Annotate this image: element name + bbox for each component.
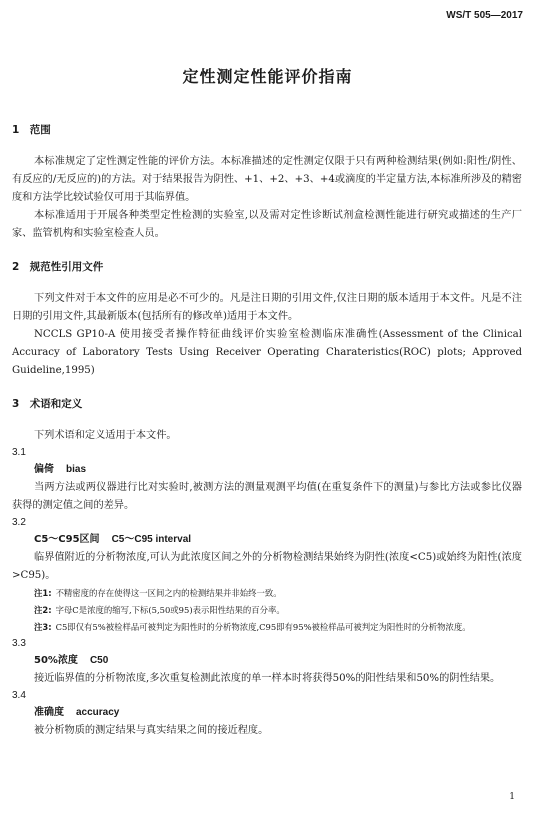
references-paragraph: 下列文件对于本文件的应用是必不可少的。凡是注日期的引用文件,仅注日期的版本适用于本文件。凡是不注日期的引用文件,其最新版本(包括所有的修改单)适用于本文件。 (12, 293, 522, 322)
term-zh: 偏倚 (34, 464, 54, 475)
term-title (12, 461, 522, 479)
document-title: 定性测定性能评价指南 (182, 67, 353, 86)
note-text: 不精密度的存在使得这一区间之内的检测结果并非始终一致。 (55, 588, 282, 598)
page-number: 1 (509, 792, 515, 802)
term-en: bias (66, 464, 87, 475)
term-zh: C5～C95区间 (34, 534, 100, 545)
terms-intro: 下列术语和定义适用于本文件。 (34, 430, 177, 441)
note-text: C5即仅有5%被检样品可被判定为阳性时的分析物浓度,C95即有95%被检样品可被判定为阳性时的分析物浓度。 (55, 622, 471, 632)
term-note (12, 585, 522, 602)
term-title (12, 652, 522, 670)
term-number: 3.1 (12, 447, 26, 458)
scope-paragraph: 本标准适用于开展各种类型定性检测的实验室,以及需对定性诊断试剂盒检测性能进行研究或描述的生产厂家、监管机构和实验室检查人员。 (12, 210, 522, 239)
term-en: C5～C95 interval (111, 534, 192, 545)
term-note (12, 602, 522, 619)
term-title (12, 704, 522, 722)
note-label: 注1: (34, 588, 52, 598)
section-heading-terms: 3 术语和定义 (12, 398, 83, 410)
term-en: C50 (89, 655, 109, 666)
note-text: 字母C是浓度的缩写,下标(5,50或95)表示阳性结果的百分率。 (55, 605, 285, 615)
standard-number: WS/T 505—2017 (446, 10, 523, 21)
term-zh: 准确度 (34, 707, 64, 718)
term-title (12, 531, 522, 549)
section-heading-scope: 1 范围 (12, 124, 51, 136)
term-en: accuracy (76, 707, 120, 718)
term-number: 3.2 (12, 517, 26, 528)
scope-paragraph: 本标准规定了定性测定性能的评价方法。本标准描述的定性测定仅限于只有两种检测结果(例如:阳性/阴性、有反应的/无反应的)的方法。对于结果报告为阴性、+1、+2、+3、+4或滴度的半定量方法,本标准所涉及的精密度和方法学比较试验仅可用于其临界值。 (12, 156, 522, 203)
note-label: 注2: (34, 605, 52, 615)
term-number: 3.3 (12, 638, 26, 649)
term-definition: 临界值附近的分析物浓度,可认为此浓度区间之外的分析物检测结果始终为阴性(浓度<C5)或始终为阳性(浓度>C95)。 (12, 552, 522, 581)
term-definition: 接近临界值的分析物浓度,多次重复检测此浓度的单一样本时将获得50%的阳性结果和50%的阴性结果。 (34, 673, 501, 684)
term-note (12, 619, 522, 636)
term-definition: 当两方法或两仪器进行比对实验时,被测方法的测量观测平均值(在重复条件下的测量)与参比方法或参比仪器获得的测定值之间的差异。 (12, 482, 522, 511)
term-zh: 50%浓度 (34, 655, 78, 666)
references-paragraph: NCCLS GP10-A 使用接受者操作特征曲线评价实验室检测临床准确性(Assessment of the Clinical Accuracy of Laboratory Tests Using Receiver Operating Charateristics(ROC) plots; Approved Guideline,1995) (12, 329, 522, 376)
note-label: 注3: (34, 622, 52, 632)
document-body (12, 122, 522, 740)
term-number: 3.4 (12, 690, 26, 701)
term-definition: 被分析物质的测定结果与真实结果之间的接近程度。 (34, 725, 269, 736)
section-heading-normative-references: 2 规范性引用文件 (12, 261, 104, 273)
